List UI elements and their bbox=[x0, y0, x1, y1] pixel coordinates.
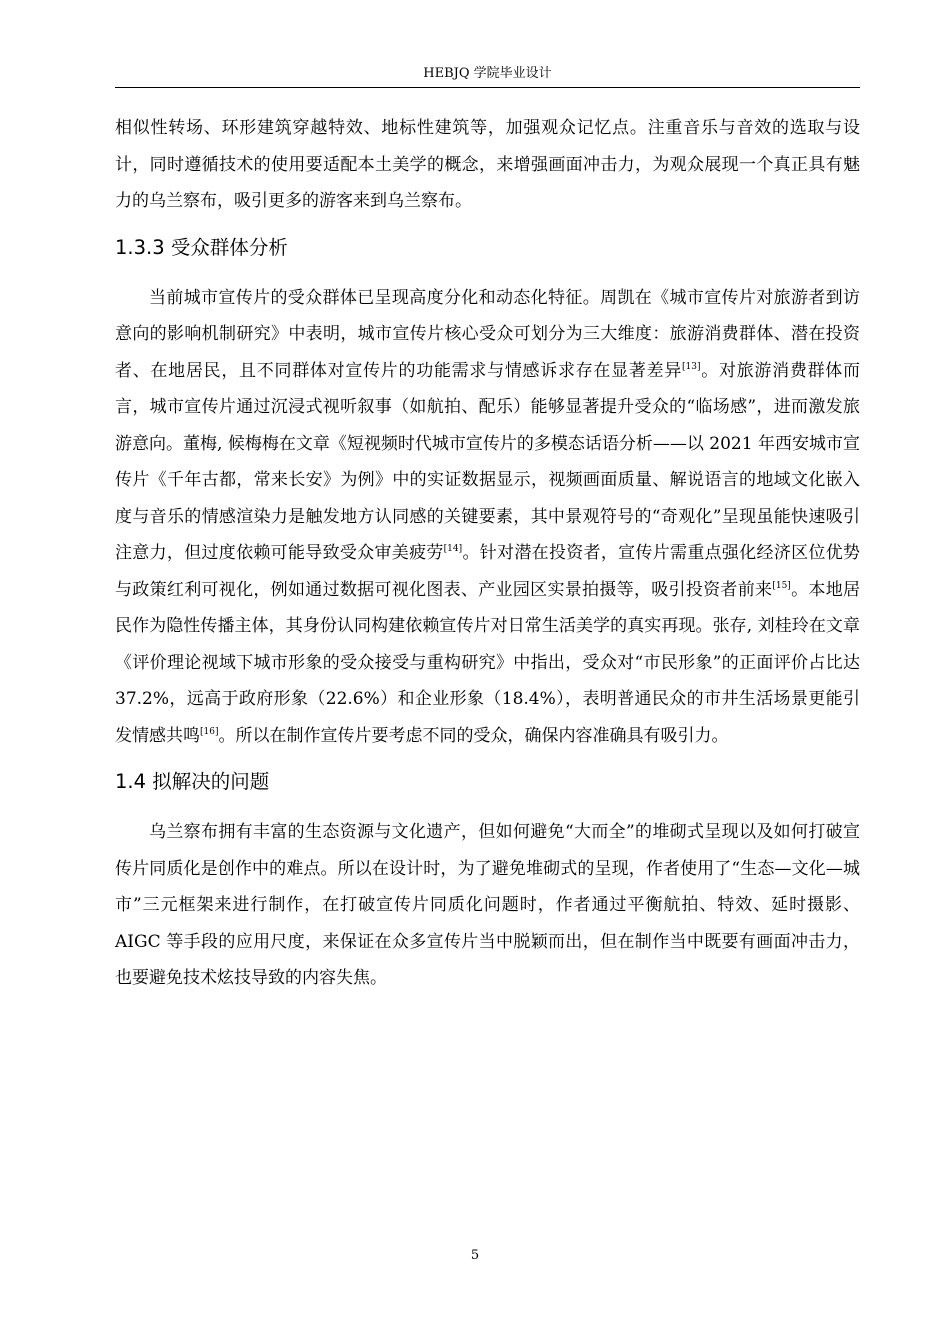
paragraph-text-segment: 。针对潜在投资者，宣传片需重点强化经济区位优势与政策红利可视化，例如通过数据可视化图表、产业园区实景拍摄等，吸引投资者前来 bbox=[115, 543, 861, 600]
page-number: 5 bbox=[470, 1248, 480, 1263]
intro-paragraph: 相似性转场、环形建筑穿越特效、地标性建筑等，加强观众记忆点。注重音乐与音效的选取与设计，同时遵循技术的使用要适配本土美学的概念，来增强画面冲击力，为观众展现一个真正具有魅力的乌兰察布，吸引更多的游客来到乌兰察布。 bbox=[115, 118, 860, 211]
citation-16: [16] bbox=[200, 726, 219, 737]
citation-15: [15] bbox=[772, 580, 791, 591]
page-content bbox=[115, 110, 860, 997]
citation-13: [13] bbox=[682, 361, 701, 372]
header-divider bbox=[115, 87, 860, 88]
section-heading-1-4: 1.4 拟解决的问题 bbox=[115, 770, 270, 793]
problems-paragraph: 乌兰察布拥有丰富的生态资源与文化遗产，但如何避免“大而全”的堆砌式呈现以及如何打破宣传片同质化是创作中的难点。所以在设计时，为了避免堆砌式的呈现，作者使用了“生态—文化—城市”三元框架来进行制作，在打破宣传片同质化问题时，作者通过平衡航拍、特效、延时摄影、AIGC 等手段的应用尺度，来保证在众多宣传片当中脱颖而出，但在制作当中既要有画面冲击力，也要避免技术炫技导致的内容失焦。 bbox=[115, 822, 860, 988]
page-header: HEBJQ 学院毕业设计 bbox=[423, 66, 552, 81]
paragraph-text-segment: 。对旅游消费群体而言，城市宣传片通过沉浸式视听叙事（如航拍、配乐）能够显著提升受众的“临场感”，进而激发旅游意向。董梅, 候梅梅在文章《短视频时代城市宣传片的多模态话语分析——以 2021 年西安城市宣传片《千年古都，常来长安》为例》中的实证数据显示，视频画面质量、解说语言的地域文化嵌入度与音乐的情感渲染力是触发地方认同感的关键要素，其中景观符号的“奇观化”呈现虽能快速吸引注意力，但过度依赖可能导致受众审美疲劳 bbox=[115, 360, 861, 563]
audience-analysis-paragraph bbox=[115, 280, 860, 755]
paragraph-text-segment: 当前城市宣传片的受众群体已呈现高度分化和动态化特征。周凯在《城市宣传片对旅游者到访意向的影响机制研究》中表明，城市宣传片核心受众可划分为三大维度：旅游消费群体、潜在投资者、在地居民，且不同群体对宣传片的功能需求与情感诉求存在显著差异 bbox=[115, 287, 860, 381]
section-heading-1-3-3: 1.3.3 受众群体分析 bbox=[115, 235, 288, 259]
paragraph-text-segment: 。所以在制作宣传片要考虑不同的受众，确保内容准确具有吸引力。 bbox=[218, 725, 729, 746]
citation-14: [14] bbox=[443, 544, 463, 554]
paragraph-text-segment: 。本地居民作为隐性传播主体，其身份认同构建依赖宣传片对日常生活美学的真实再现。张存, 刘桂玲在文章《评价理论视域下城市形象的受众接受与重构研究》中指出，受众对“市民形象”的正面评价占比达 37.2%，远高于政府形象（22.6%）和企业形象（18.4%），表明普通民众的市井生活场景更能引发情感共鸣 bbox=[115, 579, 861, 746]
